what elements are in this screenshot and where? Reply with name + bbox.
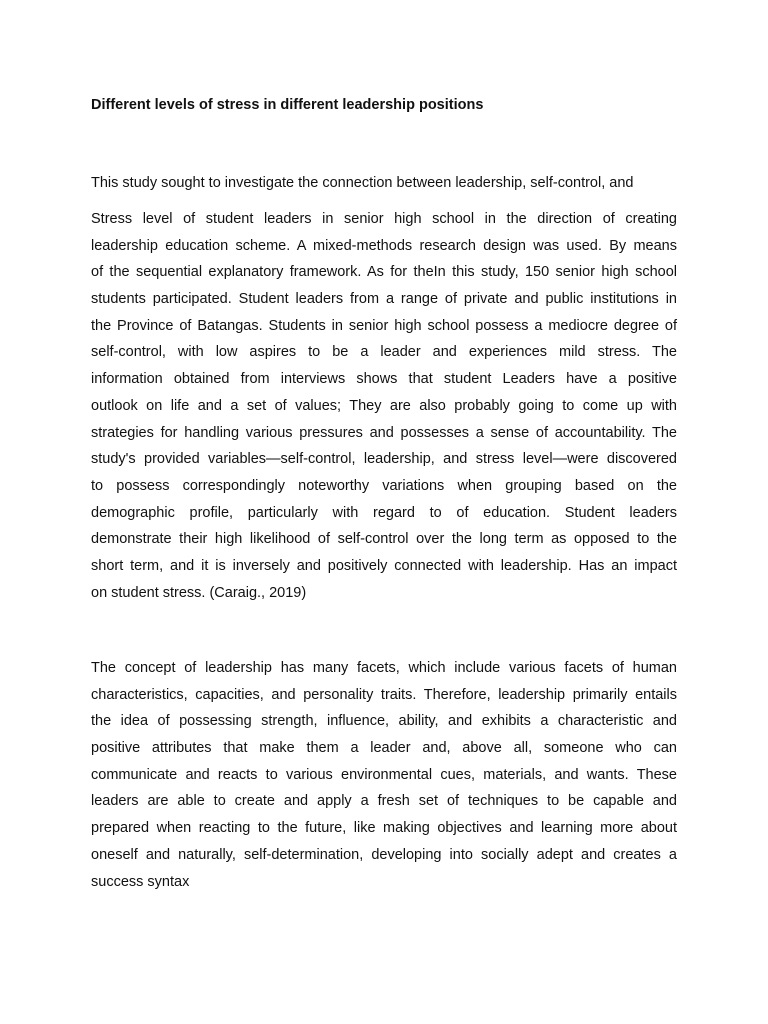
paragraph-line: communicate and reacts to various environmental cues, materials, and wants. These bbox=[91, 766, 677, 783]
paragraph-line: The concept of leadership has many facets, which include various facets of human bbox=[91, 660, 677, 676]
paragraph-line: success syntax bbox=[91, 873, 190, 890]
paragraph-line: positive attributes that make them a leader and, above all, someone who can bbox=[91, 740, 677, 757]
paragraph-line: to possess correspondingly noteworthy variations when grouping based on the bbox=[91, 477, 677, 494]
paragraph-line: oneself and naturally, self-determination, developing into socially adept and creates a bbox=[91, 846, 677, 863]
paragraph-line: prepared when reacting to the future, like making objectives and learning more about bbox=[91, 820, 677, 837]
paragraph-study-summary bbox=[91, 206, 677, 606]
paragraph-line: demonstrate their high likelihood of self-control over the long term as opposed to the bbox=[91, 531, 677, 548]
paragraph-line: characteristics, capacities, and personality traits. Therefore, leadership primarily entails bbox=[91, 686, 677, 703]
document-title: Different levels of stress in different leadership positions bbox=[91, 97, 484, 113]
paragraph-line: the idea of possessing strength, influence, ability, and exhibits a characteristic and bbox=[91, 713, 677, 730]
paragraph-line: outlook on life and a set of values; They are also probably going to come up with bbox=[91, 397, 677, 414]
paragraph-line: students participated. Student leaders from a range of private and public institutions in bbox=[91, 291, 677, 308]
intro-sentence: This study sought to investigate the connection between leadership, self-control, and bbox=[91, 175, 634, 191]
paragraph-line: Stress level of student leaders in senior high school in the direction of creating bbox=[91, 211, 677, 227]
paragraph-line: information obtained from interviews shows that student Leaders have a positive bbox=[91, 371, 677, 388]
paragraph-leadership-concept bbox=[91, 655, 677, 895]
paragraph-line: demographic profile, particularly with regard to of education. Student leaders bbox=[91, 504, 677, 521]
paragraph-line: of the sequential explanatory framework. As for theIn this study, 150 senior high school bbox=[91, 264, 677, 281]
paragraph-line: on student stress. (Caraig., 2019) bbox=[91, 584, 307, 601]
paragraph-line: the Province of Batangas. Students in senior high school possess a mediocre degree of bbox=[91, 317, 677, 334]
paragraph-line: short term, and it is inversely and positively connected with leadership. Has an impact bbox=[91, 557, 677, 574]
paragraph-line: self-control, with low aspires to be a leader and experiences mild stress. The bbox=[91, 344, 677, 361]
paragraph-line: study's provided variables—self-control, leadership, and stress level—were discovered bbox=[91, 451, 677, 468]
paragraph-line: leaders are able to create and apply a fresh set of techniques to be capable and bbox=[91, 793, 677, 810]
paragraph-line: leadership education scheme. A mixed-methods research design was used. By means bbox=[91, 237, 677, 254]
paragraph-line: strategies for handling various pressures and possesses a sense of accountability. The bbox=[91, 424, 677, 441]
